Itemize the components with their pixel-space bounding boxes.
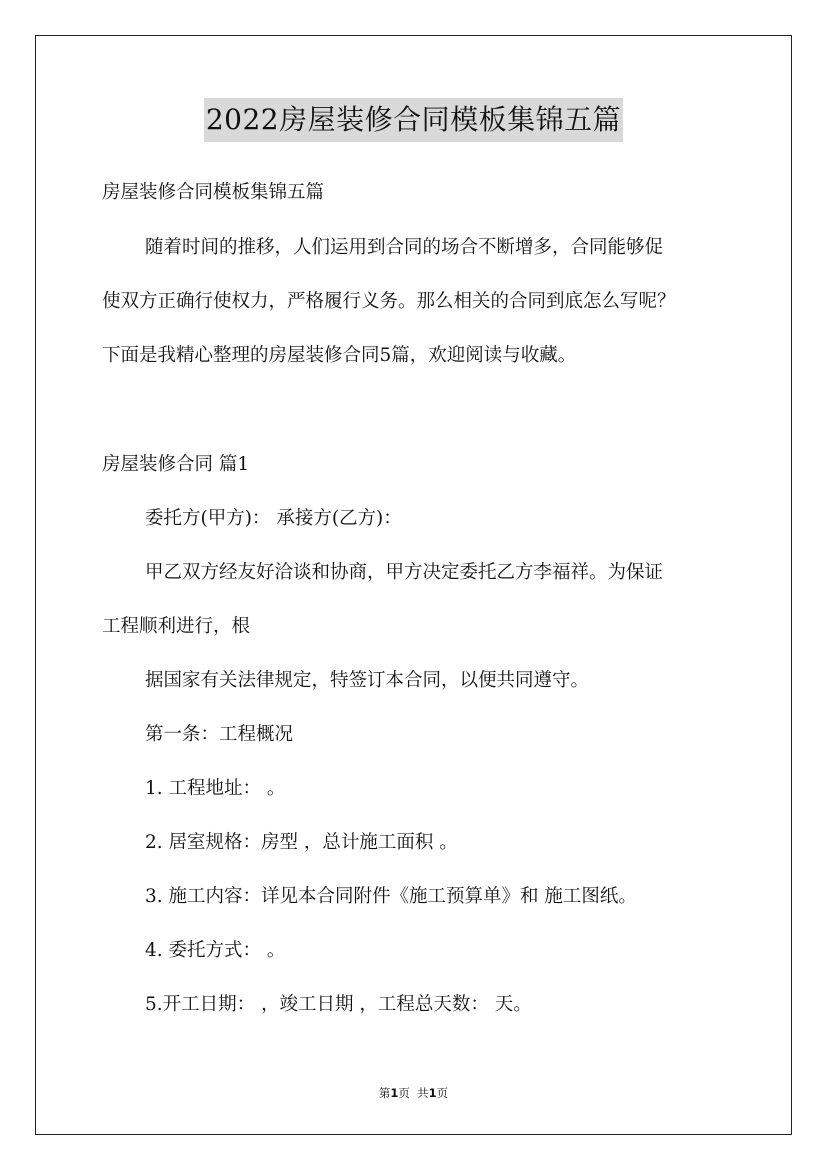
page-footer [0,1085,827,1101]
item-5: 5.开工日期： ，竣工日期 ，工程总天数： 天。 [145,994,532,1015]
intro-line-2: 使双方正确行使权力，严格履行义务。那么相关的合同到底怎么写呢？ [102,291,676,312]
page-suffix: 页 [398,1086,410,1100]
page-prefix: 第 [378,1086,391,1100]
parties-line: 委托方(甲方)： 承接方(乙方)： [145,508,402,529]
body-line-3: 工程顺利进行，根 [102,616,251,637]
document-title: 2022房屋装修合同模板集锦五篇 [204,98,623,142]
item-1: 1. 工程地址： 。 [145,778,286,799]
total-pages: 1 [428,1086,437,1100]
item-4: 4. 委托方式： 。 [145,940,286,961]
body-line-4: 据国家有关法律规定，特签订本合同，以便共同遵守。 [145,670,590,691]
body-line-2: 甲乙双方经友好洽谈和协商，甲方决定委托乙方李福祥。为保证 [145,562,664,583]
page-number: 1 [390,1086,399,1100]
document-subtitle: 房屋装修合同模板集锦五篇 [102,182,325,203]
total-prefix: 共 [417,1086,429,1100]
total-suffix: 页 [436,1086,449,1100]
intro-line-3: 下面是我精心整理的房屋装修合同5篇，欢迎阅读与收藏。 [102,345,577,366]
title-container [0,98,827,142]
item-2: 2. 居室规格：房型 ，总计施工面积 。 [145,832,458,853]
intro-line-1: 随着时间的推移，人们运用到合同的场合不断增多，合同能够促 [145,237,664,258]
section-heading: 房屋装修合同 篇1 [102,454,250,475]
item-3: 3. 施工内容：详见本合同附件《施工预算单》和 施工图纸。 [145,886,637,907]
article-1-heading: 第一条：工程概况 [145,724,294,745]
